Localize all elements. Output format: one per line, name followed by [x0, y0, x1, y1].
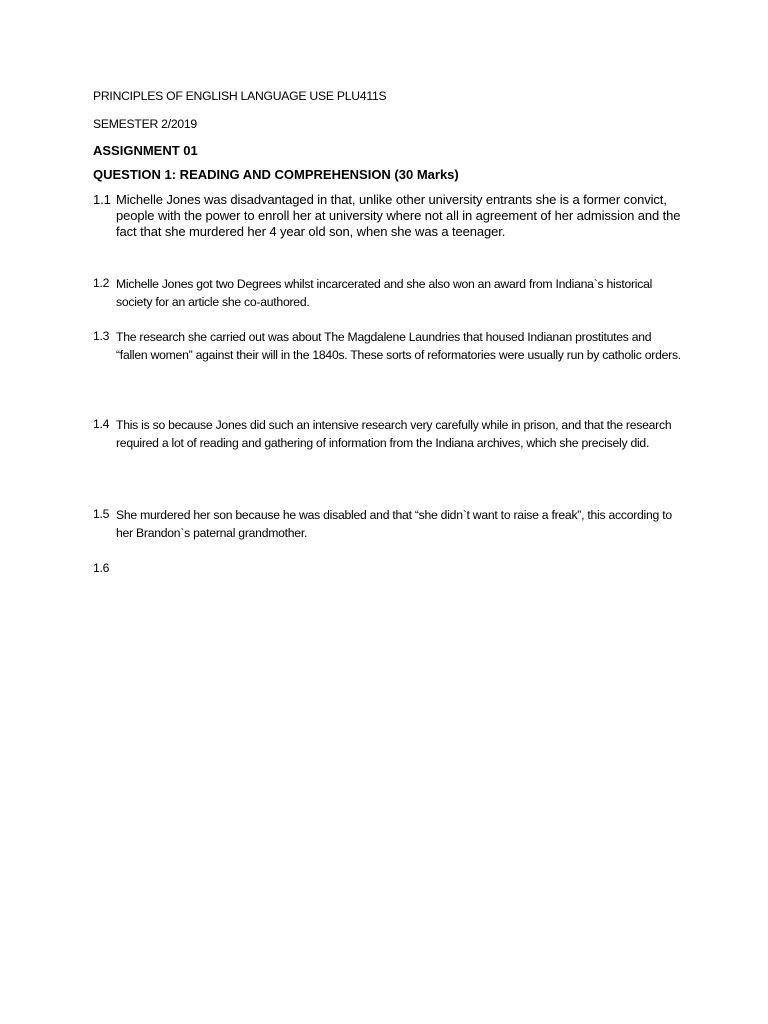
semester-label: SEMESTER 2/2019 — [93, 117, 197, 131]
answer-number: 1.6 — [93, 561, 110, 575]
answer-item — [93, 276, 683, 311]
answer-text: The research she carried out was about The Magdalene Laundries that housed Indianan prostitutes and “fallen women” against their will in the 1840s. These sorts of reformatories were usually run by catholic orders. — [116, 330, 681, 362]
answer-item — [93, 507, 683, 542]
answer-item — [93, 417, 683, 452]
answer-number: 1.3 — [93, 329, 110, 343]
course-title: PRINCIPLES OF ENGLISH LANGUAGE USE PLU411S — [93, 89, 387, 103]
answer-text: Michelle Jones was disadvantaged in that, unlike other university entrants she is a former convict, people with the power to enroll her at university where not all in agreement of her admission and the fact that she murdered her 4 year old son, when she was a teenager. — [116, 192, 681, 239]
assignment-heading: ASSIGNMENT 01 — [93, 143, 198, 158]
answer-number: 1.2 — [93, 276, 110, 290]
answer-text: Michelle Jones got two Degrees whilst incarcerated and she also won an award from Indiana`s historical society for an article she co-authored. — [116, 277, 653, 309]
answer-number: 1.5 — [93, 507, 110, 521]
answer-text: This is so because Jones did such an intensive research very carefully while in prison, and that the research required a lot of reading and gathering of information from the Indiana archives, which she precisely did. — [116, 418, 672, 450]
answer-item — [93, 329, 683, 364]
answer-item — [93, 192, 683, 240]
answer-number: 1.1 — [93, 192, 111, 207]
answer-number: 1.4 — [93, 417, 110, 431]
question-heading: QUESTION 1: READING AND COMPREHENSION (30 Marks) — [93, 167, 459, 182]
answer-text: She murdered her son because he was disabled and that “she didn`t want to raise a freak”, this according to her Brandon`s paternal grandmother. — [116, 508, 672, 540]
